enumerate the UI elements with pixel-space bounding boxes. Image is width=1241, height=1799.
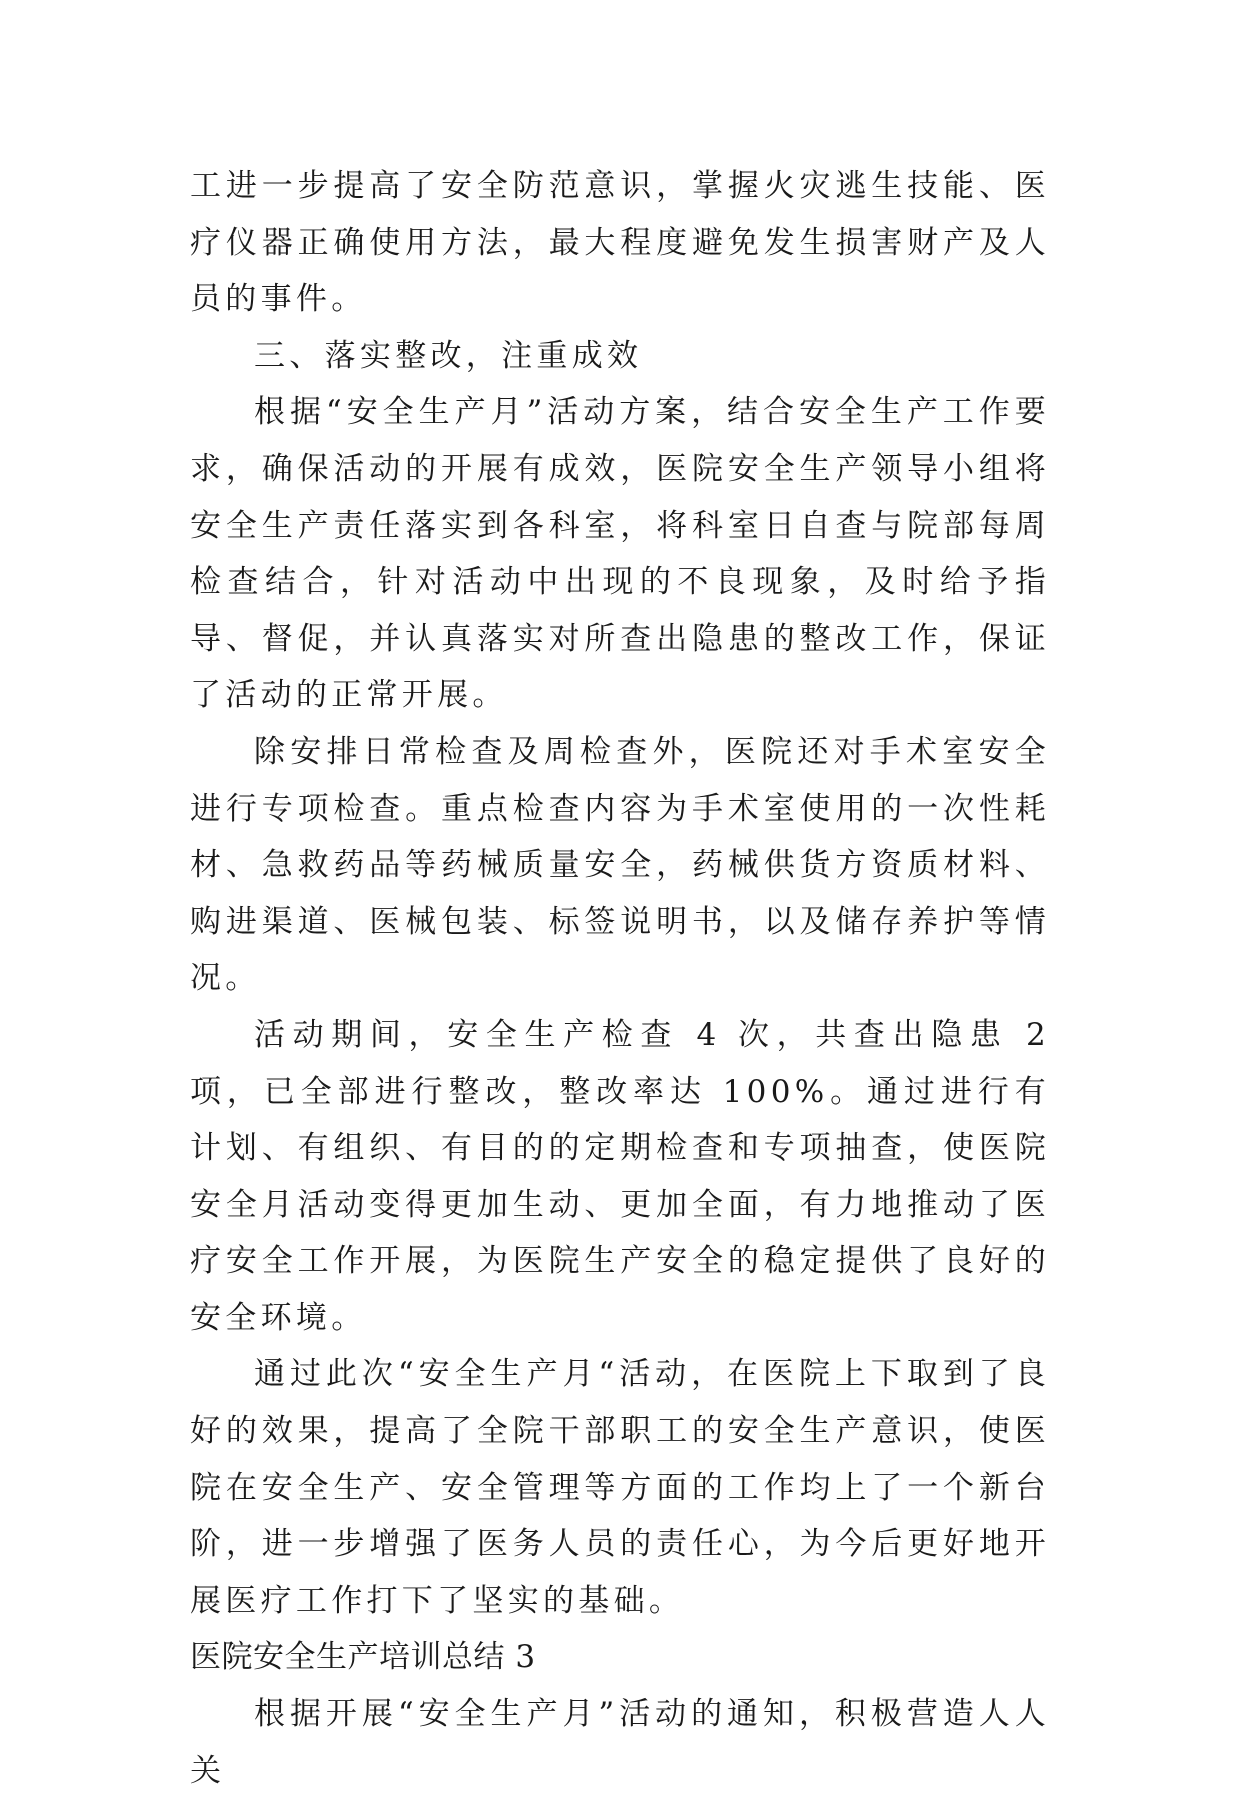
body-paragraph: 活动期间，安全生产检查 4 次，共查出隐患 2 项，已全部进行整改，整改率达 100%。通过进行有计划、有组织、有目的的定期检查和专项抽查，使医院安全月活动变得更加生动、更加全面，有力地推动了医疗安全工作开展，为医院生产安全的稳定提供了良好的安全环境。: [190, 1016, 1050, 1336]
document-body: [190, 158, 1050, 1799]
document-heading: 医院安全生产培训总结 3: [190, 1639, 536, 1676]
body-paragraph: 除安排日常检查及周检查外，医院还对手术室安全进行专项检查。重点检查内容为手术室使用的一次性耗材、急救药品等药械质量安全，药械供货方资质材料、购进渠道、医械包装、标签说明书，以及储存养护等情况。: [190, 733, 1050, 997]
body-paragraph: 通过此次“安全生产月“活动，在医院上下取到了良好的效果，提高了全院干部职工的安全生产意识，使医院在安全生产、安全管理等方面的工作均上了一个新台阶，进一步增强了医务人员的责任心，为今后更好地开展医疗工作打下了坚实的基础。: [190, 1356, 1050, 1619]
continuation-paragraph: 工进一步提高了安全防范意识，掌握火灾逃生技能、医疗仪器正确使用方法，最大程度避免发生损害财产及人员的事件。: [190, 168, 1050, 318]
section-heading: 三、落实整改，注重成效: [254, 337, 643, 374]
body-paragraph: 根据开展“安全生产月”活动的通知，积极营造人人关: [190, 1696, 1050, 1789]
body-paragraph: 根据“安全生产月”活动方案，结合安全生产工作要求，确保活动的开展有成效，医院安全生产领导小组将安全生产责任落实到各科室，将科室日自查与院部每周检查结合，针对活动中出现的不良现象，及时给予指导、督促，并认真落实对所查出隐患的整改工作，保证了活动的正常开展。: [190, 394, 1050, 714]
